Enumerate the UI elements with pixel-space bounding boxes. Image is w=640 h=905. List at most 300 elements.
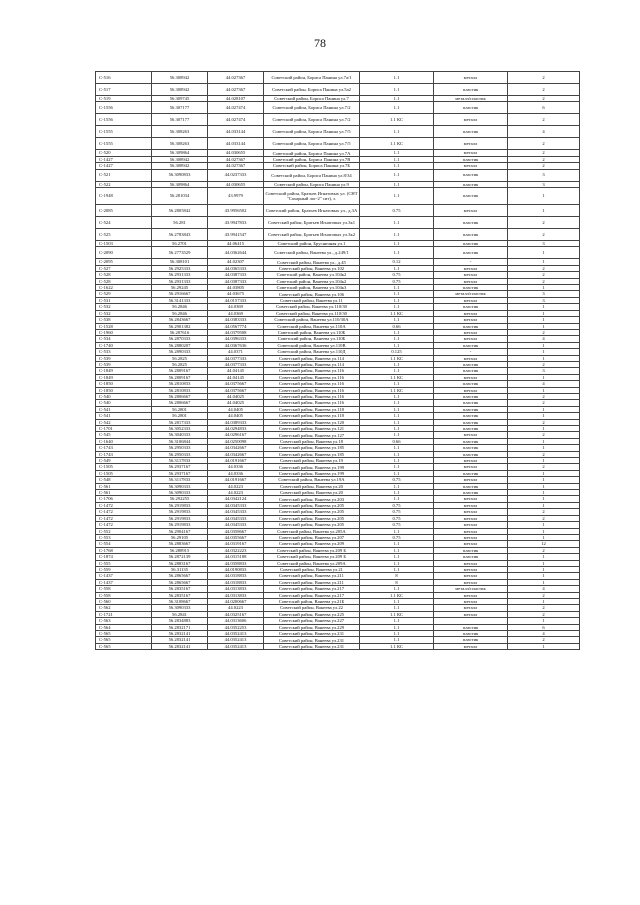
latitude-cell: 56.2904167 <box>152 528 208 534</box>
longitude-cell: 44.0157333 <box>208 297 264 303</box>
longitude-cell: 44.0375667 <box>208 387 264 393</box>
longitude-cell: 44.030655 <box>208 181 264 187</box>
site-code-cell: C-1743 <box>96 445 152 451</box>
latitude-cell: 56.3040333 <box>152 432 208 438</box>
material-cell: металл <box>434 643 508 649</box>
address-cell: Советский район, Ванеева ул.205 <box>264 509 360 515</box>
count-cell: 1 <box>508 445 580 451</box>
count-cell: 3 <box>508 181 580 187</box>
longitude-cell: 43.9941547 <box>208 229 264 241</box>
address-cell: Советский район, Братьев Игнатовых ул.3к1 <box>264 217 360 229</box>
material-cell: пластик <box>434 247 508 259</box>
volume-cell: 1.1 <box>360 605 434 611</box>
address-cell: Советский район, Ванеева ул.205 <box>264 515 360 521</box>
latitude-cell: 56.2809167 <box>152 368 208 374</box>
longitude-cell: 44.0358667 <box>208 528 264 534</box>
address-cell: Советский район, Ванеева ул.199 <box>264 464 360 470</box>
material-cell: металл <box>434 265 508 271</box>
material-cell: металл <box>434 72 508 84</box>
latitude-cell: 56.2701 <box>152 241 208 247</box>
latitude-cell: 56.2832141 <box>152 643 208 649</box>
site-code-cell: C-519 <box>96 96 152 102</box>
longitude-cell: 44.0336 <box>208 470 264 476</box>
longitude-cell: 44.0250098 <box>208 438 264 444</box>
volume-cell: 1.1 <box>360 554 434 560</box>
longitude-cell: 44.0405 <box>208 413 264 419</box>
volume-cell: 1.1 <box>360 102 434 114</box>
longitude-cell: 44.0223 <box>208 483 264 489</box>
material-cell: пластик <box>434 637 508 643</box>
count-cell: 3 <box>508 291 580 297</box>
material-cell: пластик <box>434 156 508 162</box>
table-row <box>96 643 580 649</box>
site-code-cell: C-1505 <box>96 470 152 476</box>
count-cell: 2 <box>508 611 580 617</box>
material-cell: пластик <box>434 400 508 406</box>
site-code-cell: C-565 <box>96 631 152 637</box>
volume-cell: 1.1 КС <box>360 592 434 598</box>
site-code-cell: C-1472 <box>96 522 152 528</box>
address-cell: Советский район, Ванеева ул.20 <box>264 483 360 489</box>
volume-cell: 1.1 <box>360 470 434 476</box>
address-cell: Советский район, Ванеева ул.110В <box>264 342 360 348</box>
count-cell: 6 <box>508 624 580 630</box>
latitude-cell: 56.2870333 <box>152 336 208 342</box>
longitude-cell: 43.9979 <box>208 188 264 205</box>
address-cell: Советский район, Ванеева ул.217 <box>264 592 360 598</box>
volume-cell: 1.1 <box>360 393 434 399</box>
latitude-cell: 56.2843667 <box>152 317 208 323</box>
site-code-cell: C-1427 <box>96 156 152 162</box>
table-row <box>96 229 580 241</box>
latitude-cell: 56.3106844 <box>152 438 208 444</box>
count-cell: 2 <box>508 150 580 156</box>
material-cell: пластик <box>434 419 508 425</box>
address-cell: Советский район, Ванеева ул.118 <box>264 406 360 412</box>
latitude-cell: 56.2846 <box>152 310 208 316</box>
volume-cell: 8 <box>360 573 434 579</box>
material-cell: металл <box>434 464 508 470</box>
latitude-cell: 56.2810833 <box>152 387 208 393</box>
material-cell: металл <box>434 509 508 515</box>
latitude-cell: 56.2883167 <box>152 560 208 566</box>
material-cell: металл <box>434 522 508 528</box>
latitude-cell: 56.2825 <box>152 355 208 361</box>
site-code-cell: C-1472 <box>96 509 152 515</box>
material-cell: металл <box>434 515 508 521</box>
address-cell: Советский район, Ванеева ул.104к2 <box>264 278 360 284</box>
latitude-cell: 56.3141333 <box>152 297 208 303</box>
address-cell: Советский район, Ванеева ул.199 <box>264 470 360 476</box>
address-cell: Советский район, Ванеева ул.104к2 <box>264 272 360 278</box>
count-cell: 2 <box>508 515 580 521</box>
volume-cell: 1.1 <box>360 560 434 566</box>
count-cell: 1 <box>508 470 580 476</box>
material-cell: металл <box>434 336 508 342</box>
volume-cell: 1.1 КС <box>360 114 434 126</box>
table-row <box>96 126 580 138</box>
address-cell: Советский район, Бориса Панина ул.8/34 <box>264 169 360 181</box>
latitude-cell: 56.281034 <box>152 188 208 205</box>
latitude-cell: 56.2937167 <box>152 470 208 476</box>
table-row <box>96 138 580 150</box>
address-cell: Советский район, Ванеева ул.116 <box>264 387 360 393</box>
longitude-cell: 43.9956502 <box>208 205 264 217</box>
site-code-cell: C-1743 <box>96 451 152 457</box>
latitude-cell: 56.308942 <box>152 72 208 84</box>
volume-cell: 0.75 <box>360 534 434 540</box>
longitude-cell: 44.0352413 <box>208 631 264 637</box>
material-cell: пластик <box>434 451 508 457</box>
count-cell: 1 <box>508 502 580 508</box>
count-cell: 1 <box>508 188 580 205</box>
volume-cell: 1.1 <box>360 72 434 84</box>
longitude-cell: 44.0345333 <box>208 502 264 508</box>
count-cell: 1 <box>508 387 580 393</box>
address-cell: Советский район, Ванеева ул.102 <box>264 265 360 271</box>
longitude-cell: 44.0313833 <box>208 592 264 598</box>
volume-cell: 1.1 <box>360 618 434 624</box>
address-cell: Советский район, Бориса Панина ул.7В <box>264 156 360 162</box>
table-row <box>96 217 580 229</box>
site-code-cell: C-563 <box>96 618 152 624</box>
longitude-cell: 44.0318833 <box>208 579 264 585</box>
volume-cell: 1.1 <box>360 541 434 547</box>
latitude-cell: 56.2846 <box>152 304 208 310</box>
material-cell: металл <box>434 477 508 483</box>
material-cell: пластик <box>434 181 508 187</box>
latitude-cell: 56.2835167 <box>152 586 208 592</box>
address-cell: Советский район, Ванеева ул.203 <box>264 496 360 502</box>
longitude-cell: 44.0325167 <box>208 611 264 617</box>
address-cell: Советский район, Ванеева ул.11 <box>264 297 360 303</box>
material-cell: пластик <box>434 483 508 489</box>
latitude-cell: 56.2919833 <box>152 522 208 528</box>
latitude-cell: 56.2937167 <box>152 464 208 470</box>
count-cell: 1 <box>508 560 580 566</box>
volume-cell: 1.1 <box>360 163 434 169</box>
material-cell: металл <box>434 579 508 585</box>
latitude-cell: 56.2832141 <box>152 631 208 637</box>
table-row <box>96 84 580 96</box>
longitude-cell: 44.0342667 <box>208 451 264 457</box>
longitude-cell: 44.0342667 <box>208 445 264 451</box>
volume-cell: 1.1 <box>360 150 434 156</box>
material-cell: металл <box>434 432 508 438</box>
volume-cell: 1.1 <box>360 126 434 138</box>
site-code-cell: C-538 <box>96 317 152 323</box>
longitude-cell: 44.027367 <box>208 163 264 169</box>
address-cell: Советский район, Ванеева ул.110Б <box>264 329 360 335</box>
count-cell: 2 <box>508 393 580 399</box>
longitude-cell: 44.0567774 <box>208 323 264 329</box>
count-cell: 1 <box>508 496 580 502</box>
latitude-cell: 56.288915 <box>152 547 208 553</box>
latitude-cell: 56.2806667 <box>152 393 208 399</box>
count-cell: 1 <box>508 477 580 483</box>
material-cell: пластик <box>434 188 508 205</box>
count-cell: 1 <box>508 579 580 585</box>
address-cell: Советский район, Бориса Панина ул.7а/1 <box>264 72 360 84</box>
count-cell: 1 <box>508 438 580 444</box>
longitude-cell: 44.0396333 <box>208 336 264 342</box>
longitude-cell: 44.04145 <box>208 368 264 374</box>
site-code-cell: C-1960 <box>96 329 152 335</box>
latitude-cell: 56.287616 <box>152 329 208 335</box>
latitude-cell: 56.2925333 <box>152 265 208 271</box>
address-cell: Советский район, Бориса Панина ул.7А <box>264 150 360 156</box>
latitude-cell: 56.2783843 <box>152 229 208 241</box>
address-cell: Советский район, Бориса Панина ул.9 <box>264 181 360 187</box>
site-code-cell: C-1505 <box>96 464 152 470</box>
longitude-cell: 44.0237333 <box>208 169 264 181</box>
latitude-cell: 56.2817333 <box>152 419 208 425</box>
latitude-cell: 56.307177 <box>152 114 208 126</box>
address-cell: Советский район, Ванеева ул.209 Б <box>264 547 360 553</box>
latitude-cell: 56.2834883 <box>152 618 208 624</box>
address-cell: Советский район, Ванеева ул.227 <box>264 618 360 624</box>
address-cell: Советский район, Ванеева ул.22 <box>264 605 360 611</box>
site-code-cell: C-1849 <box>96 368 152 374</box>
longitude-cell: 44.0336 <box>208 464 264 470</box>
table-row <box>96 169 580 181</box>
site-code-cell: C-1437 <box>96 579 152 585</box>
longitude-cell: 44.0387333 <box>208 278 264 284</box>
site-code-cell: C-532 <box>96 304 152 310</box>
address-cell: Советский район, Ванеева ул.114 <box>264 361 360 367</box>
volume-cell: 0.75 <box>360 502 434 508</box>
count-cell: 1 <box>508 323 580 329</box>
latitude-cell: 56.2883667 <box>152 541 208 547</box>
volume-cell: 1.1 <box>360 169 434 181</box>
longitude-cell: 44.0377333 <box>208 355 264 361</box>
count-cell: 2 <box>508 509 580 515</box>
material-cell: металл <box>434 297 508 303</box>
address-cell: Советский район, Ванеева ул.121 <box>264 426 360 432</box>
site-code-cell: C-539 <box>96 355 152 361</box>
volume-cell: 1.1 <box>360 528 434 534</box>
site-code-cell: C-552 <box>96 528 152 534</box>
site-code-cell: C-539 <box>96 361 152 367</box>
longitude-cell: 44.0223 <box>208 490 264 496</box>
address-cell: Советский район, Ванеева ул.21 <box>264 566 360 572</box>
count-cell: 2 <box>508 138 580 150</box>
count-cell: 1 <box>508 304 580 310</box>
site-code-cell: C-564 <box>96 624 152 630</box>
latitude-cell: 56.2801 <box>152 406 208 412</box>
address-cell: Советский район, Ванеева ул.225 <box>264 611 360 617</box>
site-code-cell: C-517 <box>96 84 152 96</box>
latitude-cell: 56.3090333 <box>152 483 208 489</box>
longitude-cell: 44.0345333 <box>208 509 264 515</box>
site-code-cell: C-528 <box>96 272 152 278</box>
address-cell: Советский район, Ванеева ул.118 <box>264 413 360 419</box>
site-code-cell: C-1850 <box>96 387 152 393</box>
site-code-cell: C-524 <box>96 217 152 229</box>
count-cell: 1 <box>508 285 580 291</box>
volume-cell: 1.1 <box>360 451 434 457</box>
latitude-cell: 56.2832171 <box>152 624 208 630</box>
address-cell: Советский район, Ванеева ул.231 <box>264 637 360 643</box>
latitude-cell: 56.308101 <box>152 259 208 265</box>
material-cell: металл <box>434 355 508 361</box>
latitude-cell: 56.2950333 <box>152 451 208 457</box>
address-cell: Советский район, Ванеева ул.217 <box>264 586 360 592</box>
longitude-cell: 44.0387333 <box>208 272 264 278</box>
volume-cell: 1.1 <box>360 96 434 102</box>
address-cell: Советский район, Ванеева ул.205 <box>264 522 360 528</box>
longitude-cell: 44.0358833 <box>208 560 264 566</box>
material-cell: пластик <box>434 490 508 496</box>
site-code-cell: C-1503 <box>96 241 152 247</box>
address-cell: Советский район, Ванеева ул.120 <box>264 419 360 425</box>
count-cell: 2 <box>508 464 580 470</box>
longitude-cell: 44.027367 <box>208 84 264 96</box>
material-cell: металл <box>434 317 508 323</box>
latitude-cell: 56.309745 <box>152 96 208 102</box>
material-cell: пластик <box>434 381 508 387</box>
site-code-cell: C-540 <box>96 393 152 399</box>
latitude-cell: 56.3052333 <box>152 426 208 432</box>
count-cell: 1 <box>508 598 580 604</box>
volume-cell: 8 <box>360 579 434 585</box>
material-cell: пластик <box>434 426 508 432</box>
material-cell: пластик <box>434 445 508 451</box>
address-cell: Советский район, Ванеева ул.110/30 <box>264 304 360 310</box>
address-cell: Советский район, Ванеева ул.116 <box>264 381 360 387</box>
latitude-cell: 56.281 <box>152 217 208 229</box>
page-number: 78 <box>314 36 326 50</box>
address-cell: Советский район, Ванеева ул.116 <box>264 400 360 406</box>
count-cell: 2 <box>508 163 580 169</box>
volume-cell: 1.1 КС <box>360 611 434 617</box>
site-code-cell: C-529 <box>96 291 152 297</box>
address-cell: Советский район, Бориса Панина ул.5а2 <box>264 84 360 96</box>
site-code-cell: C-541 <box>96 413 152 419</box>
count-cell: 2 <box>508 637 580 643</box>
count-cell: 2 <box>508 432 580 438</box>
address-cell: Советский район, Бориса Панина ул.7/5 <box>264 138 360 150</box>
longitude-cell: 44.0313606 <box>208 618 264 624</box>
volume-cell: 1.1 <box>360 426 434 432</box>
material-cell: металл <box>434 278 508 284</box>
material-cell: металл <box>434 458 508 464</box>
material-cell: металл/пластик <box>434 96 508 102</box>
table-row <box>96 72 580 84</box>
longitude-cell: 44.0345333 <box>208 522 264 528</box>
count-cell: 1 <box>508 573 580 579</box>
site-code-cell: C-1556 <box>96 114 152 126</box>
latitude-cell: 56.2919833 <box>152 515 208 521</box>
site-code-cell: C-521 <box>96 169 152 181</box>
count-cell: 1 <box>508 458 580 464</box>
count-cell: 2 <box>508 72 580 84</box>
latitude-cell: 56.308942 <box>152 84 208 96</box>
count-cell: 4 <box>508 586 580 592</box>
material-cell: металл <box>434 163 508 169</box>
latitude-cell: 56.2919833 <box>152 509 208 515</box>
site-code-cell: C-2090 <box>96 247 152 259</box>
site-code-cell: C-534 <box>96 336 152 342</box>
volume-cell: 1.1 <box>360 381 434 387</box>
material-cell: пластик <box>434 470 508 476</box>
latitude-cell: 56.3117833 <box>152 477 208 483</box>
volume-cell: 1.1 <box>360 361 434 367</box>
longitude-cell: 44.0369 <box>208 310 264 316</box>
address-cell: Советский район, Бориса Панина ул.7 <box>264 96 360 102</box>
table-row <box>96 205 580 217</box>
count-cell: 1 <box>508 413 580 419</box>
volume-cell: 1.1 <box>360 342 434 348</box>
volume-cell: 0.75 <box>360 477 434 483</box>
volume-cell: 1.1 КС <box>360 374 434 380</box>
site-code-cell: C-1555 <box>96 126 152 138</box>
count-cell: 1 <box>508 528 580 534</box>
material-cell: металл <box>434 502 508 508</box>
latitude-cell: 56.2841 <box>152 611 208 617</box>
material-cell: металл <box>434 611 508 617</box>
longitude-cell: 44.0383333 <box>208 317 264 323</box>
longitude-cell: 44.0294833 <box>208 426 264 432</box>
count-cell: 6 <box>508 102 580 114</box>
longitude-cell: 44.04025 <box>208 400 264 406</box>
latitude-cell: 56.307177 <box>152 102 208 114</box>
table-row <box>96 247 580 259</box>
address-cell: Советский район, Ванеева ул.104к3 <box>264 285 360 291</box>
address-cell: Советский район, Ванеева ул.207 <box>264 534 360 540</box>
address-cell: Советский район, Ванеева ул.229 <box>264 624 360 630</box>
longitude-cell: 44.0319167 <box>208 541 264 547</box>
longitude-cell: 44.030655 <box>208 150 264 156</box>
site-code-cell: C-531 <box>96 297 152 303</box>
address-cell: Советский район, Брусничная ул.1 <box>264 241 360 247</box>
material-cell: пластик <box>434 631 508 637</box>
material-cell: пластик <box>434 323 508 329</box>
address-cell: Советский район, Ванеева ул.19А <box>264 477 360 483</box>
longitude-cell: 44.0322223 <box>208 547 264 553</box>
longitude-cell: 44.0313833 <box>208 586 264 592</box>
site-code-cell: C-2095 <box>96 259 152 265</box>
latitude-cell: 56.308942 <box>152 163 208 169</box>
material-cell: металл <box>434 541 508 547</box>
longitude-cell: 44.0296167 <box>208 432 264 438</box>
volume-cell: 1.1 <box>360 336 434 342</box>
address-cell: Советский район, Ванеева ул.185 <box>264 445 360 451</box>
volume-cell: 1.1 КС <box>360 643 434 649</box>
volume-cell: 1.1 <box>360 304 434 310</box>
site-code-cell: C-520 <box>96 150 152 156</box>
material-cell: металл/пластик <box>434 586 508 592</box>
material-cell: металл <box>434 528 508 534</box>
site-code-cell: C-2085 <box>96 205 152 217</box>
material-cell: пластик <box>434 102 508 114</box>
site-code-cell: C-1555 <box>96 138 152 150</box>
longitude-cell: 44.0369 <box>208 304 264 310</box>
latitude-cell: 56.2806667 <box>152 400 208 406</box>
count-cell: 3 <box>508 169 580 181</box>
site-code-cell: C-1472 <box>96 515 152 521</box>
count-cell: 1 <box>508 490 580 496</box>
site-code-cell: C-549 <box>96 458 152 464</box>
longitude-cell: 44.027367 <box>208 72 264 84</box>
material-cell: металл/пластик <box>434 291 508 297</box>
volume-cell: 0.12 <box>360 259 434 265</box>
address-cell: Советский район, Бориса Панина ул.7/2 <box>264 102 360 114</box>
latitude-cell: 56.3108667 <box>152 598 208 604</box>
site-code-cell: C-1528 <box>96 323 152 329</box>
site-code-cell: C-555 <box>96 560 152 566</box>
material-cell: металл <box>434 598 508 604</box>
